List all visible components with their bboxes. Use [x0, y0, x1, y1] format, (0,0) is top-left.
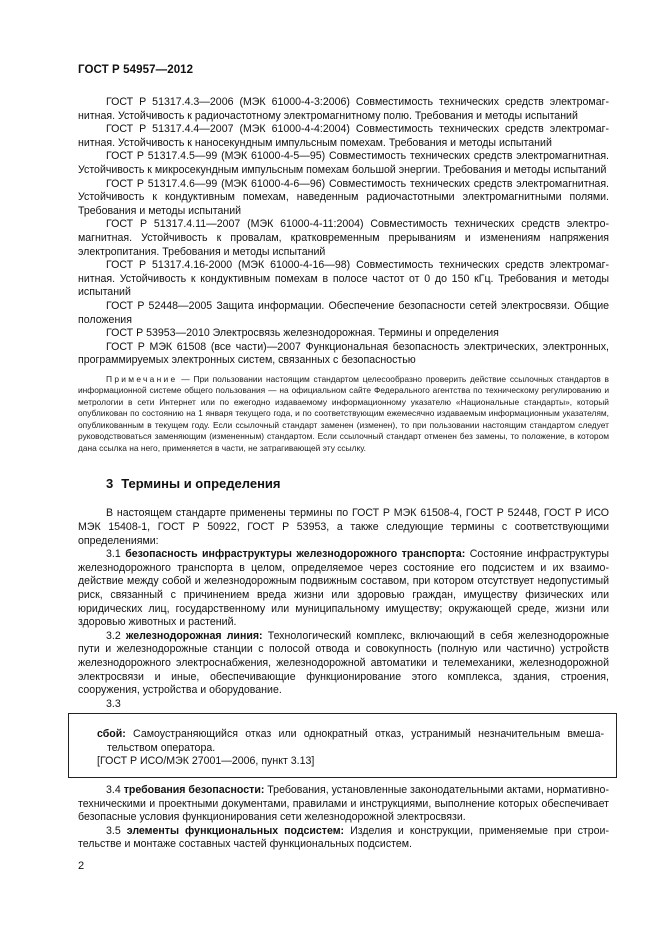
- reference-item: ГОСТ Р 53953—2010 Электросвязь железнодорожная. Термины и определения: [106, 327, 499, 340]
- note-block: [78, 374, 609, 455]
- term-3-3-number: 3.3: [106, 697, 121, 710]
- term-number: 3.2: [106, 629, 121, 642]
- reference-item: ГОСТ Р МЭК 61508 (все части)—2007 Функциональная безопасность электрических, электронных, программируемых электронных систем, связанных с безопасностью: [78, 340, 609, 367]
- term-definition: Состояние инфраструктуры железнодорожного транспорта в целом, определяемое через состояние его подсистем и их взаимодействие между собой и железнодорожным подвижным составом, при котором отсутствует недопустимый риск, связанный с причинением вреда жизни или здоровью граждан, имуществу физических или юридических лиц, государственному или муниципальному имуществу; окружающей среде, жизни или здоровью животных и растений.: [78, 548, 609, 629]
- term-name: сбой:: [97, 728, 126, 741]
- term-3-2: [78, 630, 609, 698]
- term-name: безопасность инфраструктуры железнодорожного транспорта:: [125, 548, 466, 561]
- term-3-3: [97, 728, 604, 755]
- term-number: 3.4: [106, 784, 121, 797]
- term-definition: Технологический комплекс, включающий в себя железнодорожные пути и железнодорожные станции с полосой отвода и совокупность (полную или частично) устройств железнодорожного электроснабжения, железнодорожной автоматики и телемеханики, железнодорожной электросвязи и иные, обеспечивающие функционирование этого комплекса, здания, строения, сооружения, устройства и оборудование.: [78, 629, 609, 697]
- term-source: [ГОСТ Р ИСО/МЭК 27001—2006, пункт 3.13]: [97, 755, 315, 768]
- page-content: [78, 96, 609, 852]
- note-label: Примечание: [106, 373, 178, 384]
- document-header: ГОСТ Р 54957—2012: [78, 64, 194, 76]
- term-definition: Изделия и конструкции, применяемые при строительстве и монтаже составных частей функциональных подсистем.: [78, 824, 609, 851]
- term-3-3-box: [68, 713, 617, 778]
- reference-item: ГОСТ Р 51317.4.11—2007 (МЭК 61000-4-11:2004) Совместимость технических средств электромагнитная. Устойчивость к провалам, кратковременным прерываниям и изменениям напряжения электропитания. Требования и методы испытаний: [78, 218, 609, 258]
- section-intro: В настоящем стандарте применены термины по ГОСТ Р МЭК 61508-4, ГОСТ Р 52448, ГОСТ Р ИСО МЭК 15408-1, ГОСТ Р 50922, ГОСТ Р 53953, а также следующие термины с соответствующими определениями:: [78, 507, 609, 547]
- reference-item: ГОСТ Р 51317.4.4—2007 (МЭК 61000-4-4:2004) Совместимость технических средств электромагнитная. Устойчивость к наносекундным импульсным помехам. Требования и методы испытаний: [78, 123, 609, 149]
- term-name: элементы функциональных подсистем:: [126, 824, 345, 837]
- term-definition: Требования, установленные законодательными актами, нормативно-техническими и проектными документами, правилами и инструкциями, выполнение которых обеспечивает безопасные условия функционирования сети железнодорожной электросвязи.: [78, 784, 609, 824]
- reference-item: ГОСТ Р 51317.4.16-2000 (МЭК 61000-4-16—98) Совместимость технических средств электромагнитная. Устойчивость к кондуктивным помехам в полосе частот от 0 до 150 кГц. Требования и методы испытаний: [78, 259, 609, 299]
- term-number: 3.1: [106, 548, 121, 561]
- term-name: железнодорожная линия:: [125, 629, 263, 642]
- term-3-4: [78, 784, 609, 825]
- term-3-5: [78, 825, 609, 852]
- reference-item: ГОСТ Р 51317.4.5—99 (МЭК 61000-4-5—95) Совместимость технических средств электромагнитная. Устойчивость к микросекундным импульсным помехам большой энергии. Требования и методы испытаний: [78, 150, 609, 176]
- section-title: Термины и определения: [121, 476, 281, 492]
- reference-item: ГОСТ Р 51317.4.3—2006 (МЭК 61000-4-3:2006) Совместимость технических средств электромагнитная. Устойчивость к радиочастотному электромагнитному полю. Требования и методы испытаний: [78, 96, 609, 122]
- term-definition: Самоустраняющийся отказ или однократный отказ, устранимый незначительным вмешательством оператора.: [107, 728, 604, 754]
- term-3-1: [78, 548, 609, 630]
- reference-item: ГОСТ Р 52448—2005 Защита информации. Обеспечение безопасности сетей электросвязи. Общие положения: [78, 299, 609, 326]
- reference-item: ГОСТ Р 51317.4.6—99 (МЭК 61000-4-6—96) Совместимость технических средств электромагнитная. Устойчивость к кондуктивным помехам, наведенным радиочастотными электромагнитными полями. Требования и методы испытаний: [78, 177, 609, 217]
- term-number: 3.5: [106, 824, 121, 837]
- section-number: 3: [106, 476, 114, 492]
- section-heading: [106, 476, 609, 491]
- page-number: 2: [78, 860, 85, 872]
- note-text: — При пользовании настоящим стандартом целесообразно проверить действие ссылочных стандартов в информационной системе общего пользования — на официальном сайте Федерального агентства по техническому регулированию и метрологии в сети Интернет или по ежегодно издаваемому информационному указателю «Национальные стандарты», который опубликован по состоянию на 1 января текущего года, и по соответствующим ежемесячно издаваемым информационным указателям, опубликованным в текущем году. Если ссылочный стандарт заменен (изменен), то при пользовании настоящим стандартом следует руководствоваться заменяющим (измененным) стандартом. Если ссылочный стандарт отменен без замены, то положение, в котором дана ссылка на него, применяется в части, не затрагивающей эту ссылку.: [78, 373, 610, 453]
- term-name: требования безопасности:: [123, 784, 265, 797]
